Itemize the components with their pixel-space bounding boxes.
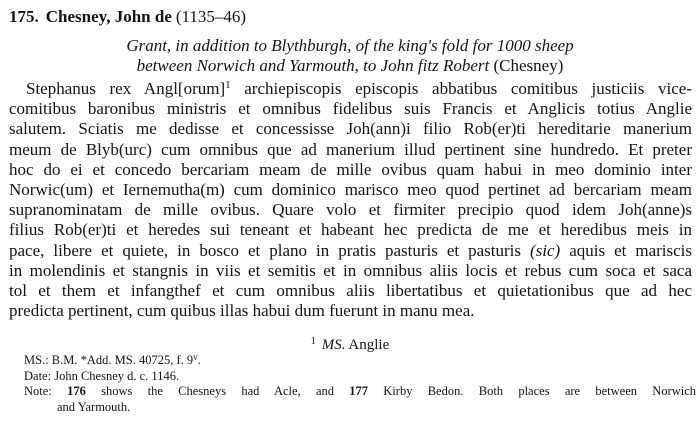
ms-value: B.M. *Add. MS. 40725, f. 9 bbox=[48, 353, 194, 367]
ms-row bbox=[24, 353, 696, 369]
charter-line-7: supranominatam de mille ovibus. Quare volo et firmiter precipio quod idem Joh(anne)s bbox=[9, 200, 692, 220]
note-ref-177: 177 bbox=[349, 384, 369, 398]
charter-line-8: filius Rob(er)ti et heredes sui teneant et habeant hec predicta de me et heredibus meis in bbox=[9, 220, 692, 240]
charter-line-3: salutem. Sciatis me dedisse et concessisse Joh(ann)i filio Rob(er)ti hereditarie manerium bbox=[9, 119, 692, 139]
subtitle-line-2 bbox=[0, 56, 700, 76]
note-ref-176: 176 bbox=[67, 384, 86, 398]
charter-line-9-b: aquis et mariscis bbox=[560, 240, 693, 260]
charter-line-9 bbox=[9, 241, 692, 261]
note-end: Kirby Bedon. Both places are between Norwich bbox=[368, 384, 697, 398]
entry-heading bbox=[9, 6, 246, 28]
subtitle-line-2-upright: (Chesney) bbox=[493, 56, 564, 75]
entry-name: Chesney, John de bbox=[45, 7, 172, 26]
date-value: John Chesney d. c. 1146. bbox=[51, 368, 180, 383]
date-label: Date: bbox=[24, 368, 52, 383]
charter-text bbox=[9, 79, 692, 321]
charter-line-12: predicta pertinent, cum quibus illas habui dum fuerunt in manu mea. bbox=[9, 301, 475, 321]
footnote-italic: MS. bbox=[321, 337, 346, 353]
footnote bbox=[0, 335, 700, 355]
charter-line-4: meum de Blyb(urc) cum omnibus que ad manerium illud pertinent sine hundredo. Et preter bbox=[9, 139, 692, 159]
charter-line-5: hoc do ei et concedo bercariam meam de mille ovibus quam habui in meo dominio inter bbox=[9, 159, 692, 179]
charter-line-2: comitibus baronibus ministris et omnibus fidelibus suis Francis et Anglicis totius Anglie bbox=[9, 99, 692, 119]
note-row bbox=[24, 384, 696, 400]
note-label: Note: bbox=[24, 384, 52, 398]
ms-verso: v bbox=[193, 352, 198, 362]
ms-end: . bbox=[197, 353, 201, 367]
apparatus-notes bbox=[24, 353, 696, 415]
charter-line-10: in molendinis et stangnis in viis et semitis et in omnibus aliis locis et rebus cum soca et saca bbox=[9, 260, 692, 280]
charter-line-1-b: archiepiscopis episcopis abbatibus comitibus justiciis vice- bbox=[230, 79, 692, 98]
charter-line-6: Norwic(um) et Iernemutha(m) cum dominico marisco meo quod pertinet ad bercariam meam bbox=[9, 180, 692, 200]
entry-number: 175. bbox=[9, 7, 39, 26]
sic-mark: (sic) bbox=[530, 240, 561, 260]
charter-line-9-a: pace, libere et quiete, in bosco et plano in pratis pasturis et pasturis bbox=[9, 240, 530, 260]
note-mid: shows the Chesneys had Acle, and bbox=[85, 384, 350, 398]
charter-line-1-a: Stephanus rex Angl[orum] bbox=[26, 79, 226, 98]
date-row bbox=[24, 369, 696, 385]
subtitle-line-1: Grant, in addition to Blythburgh, of the king's fold for 1000 sheep bbox=[126, 36, 574, 55]
entry-subtitle bbox=[0, 36, 700, 76]
charter-line-11: tol et them et infangthef et cum omnibus aliis libertatibus et quietationibus que ad hec bbox=[9, 281, 692, 301]
note-continuation: and Yarmouth. bbox=[57, 399, 131, 414]
charter-line-1 bbox=[9, 79, 692, 99]
footnote-ref-1: 1 bbox=[225, 79, 231, 91]
footnote-mark: 1 bbox=[310, 336, 316, 347]
ms-label: MS.: bbox=[24, 353, 49, 367]
entry-dates: (1135–46) bbox=[175, 7, 247, 26]
footnote-text: Anglie bbox=[345, 337, 390, 353]
subtitle-line-2-italic: between Norwich and Yarmouth, to John fitz Robert bbox=[136, 56, 490, 75]
